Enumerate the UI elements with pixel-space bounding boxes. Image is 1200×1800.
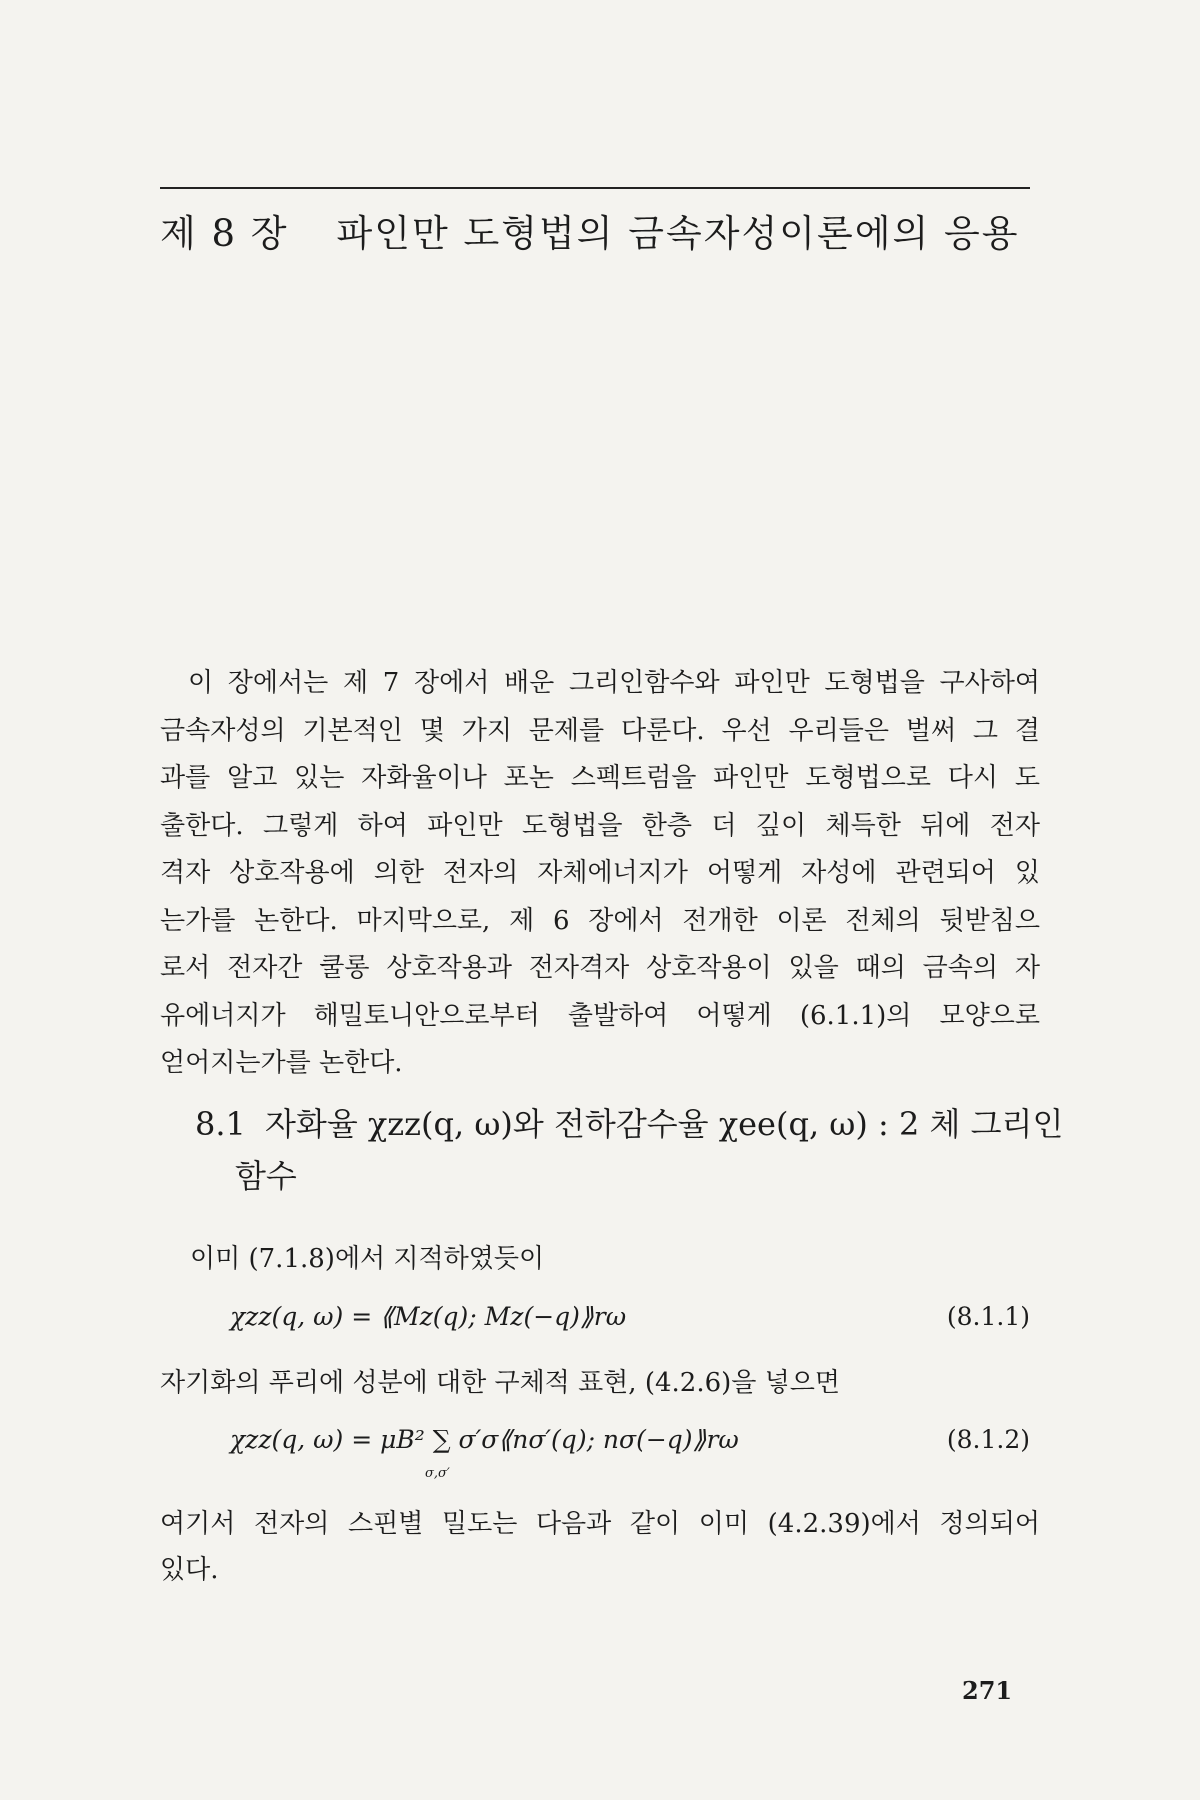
section-title-line2: 함수 [235,1157,297,1195]
equation-8-1-1 [230,1295,1030,1339]
header-rule [160,187,1030,189]
section-heading [195,1098,1064,1202]
body-text: 자기화의 푸리에 성분에 대한 구체적 표현, (4.2.6)을 넣으면 [160,1368,840,1398]
chapter-title [160,203,1040,257]
intro-paragraph [160,660,1040,1088]
equation-number: (8.1.1) [946,1302,1030,1331]
intro-line: 금속자성의 기본적인 몇 가지 문제를 다룬다. 우선 우리들은 벌써 그 결 [160,715,1040,746]
summation-index: σ,σ′ [425,1466,450,1481]
equation-formula: χzz(q, ω) = ⟪Mz(q); Mz(−q)⟫rω [230,1302,627,1331]
equation-formula: χzz(q, ω) = μB² ∑ σ′σ⟪nσ′(q); nσ(−q)⟫rω [230,1425,739,1454]
equation-8-1-2 [230,1418,1030,1481]
intro-line: 과를 알고 있는 자화율이나 포논 스펙트럼을 파인만 도형법으로 다시 도 [160,763,1040,793]
intro-line: 는가를 논한다. 마지막으로, 제 6 장에서 전개한 이론 전체의 뒷받침으 [160,905,1040,936]
body-text: 있다. [160,1555,219,1585]
intro-line: 유에너지가 해밀토니안으로부터 출발하여 어떻게 (6.1.1)의 모양으로 [160,1000,1040,1031]
body-text: 이미 (7.1.8)에서 지적하였듯이 [190,1244,545,1274]
equation-number: (8.1.2) [946,1425,1030,1454]
intro-line: 로서 전자간 쿨롱 상호작용과 전자격자 상호작용이 있을 때의 금속의 자 [160,953,1040,983]
intro-line: 얻어지는가를 논한다. [160,1048,403,1078]
chapter-title-text: 파인만 도형법의 금속자성이론에의 응용 [336,212,1020,255]
section-number: 8.1 [195,1105,246,1143]
body-text: 여기서 전자의 스핀별 밀도는 다음과 같이 이미 (4.2.39)에서 정의되어 [160,1509,1040,1539]
intro-line: 이 장에서는 제 7 장에서 배운 그리인함수와 파인만 도형법을 구사하여 [188,668,1040,698]
section-title-line1: 자화율 χzz(q, ω)와 전하감수율 χee(q, ω) : 2 체 그리인 [265,1105,1064,1143]
intro-line: 격자 상호작용에 의한 전자의 자체에너지가 어떻게 자성에 관련되어 있 [160,858,1040,888]
intro-line: 출한다. 그렇게 하여 파인만 도형법을 한층 더 깊이 체득한 뒤에 전자 [160,810,1040,841]
page-number: 271 [962,1676,1013,1705]
chapter-number: 제 8 장 [160,212,289,255]
